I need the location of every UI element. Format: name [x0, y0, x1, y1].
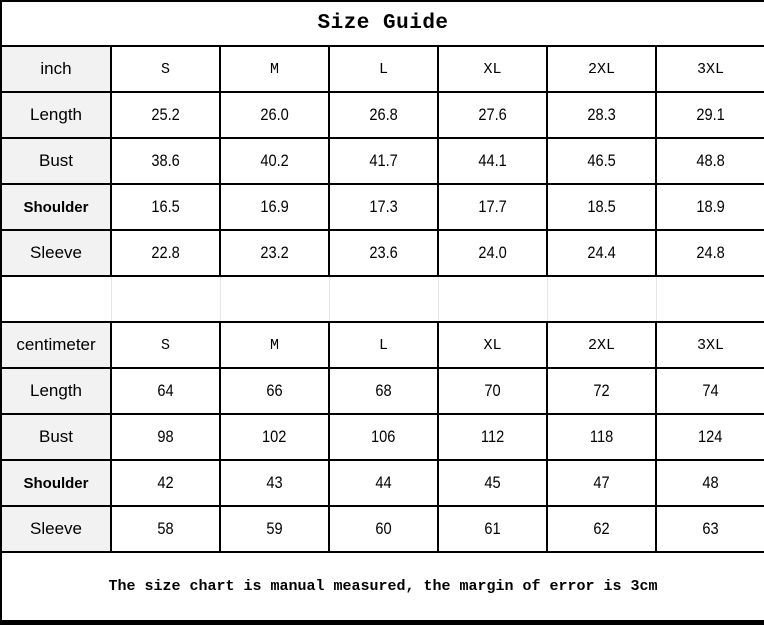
measure-value-cell [329, 414, 438, 460]
measure-value-cell [111, 414, 220, 460]
size-header-xl: XL [438, 46, 547, 92]
measure-value-cell [438, 230, 547, 276]
measure-label-cell: Shoulder [1, 184, 111, 230]
value-text: 102 [262, 427, 287, 446]
value-text: 72 [593, 381, 610, 400]
measure-value-cell [656, 460, 764, 506]
measure-value-cell [220, 506, 329, 552]
measure-value-cell [329, 460, 438, 506]
value-text: 24.8 [696, 243, 725, 262]
value-text: 38.6 [151, 151, 180, 170]
measure-value-cell [656, 506, 764, 552]
value-text: 24.4 [587, 243, 616, 262]
size-header-3xl: 3XL [656, 46, 764, 92]
value-text: 26.8 [369, 105, 398, 124]
value-text: 18.5 [587, 197, 616, 216]
value-text: 45 [484, 473, 501, 492]
measure-value-cell [220, 138, 329, 184]
measure-value-cell [220, 414, 329, 460]
footer-row [1, 552, 764, 623]
measure-value-cell [438, 414, 547, 460]
measure-value-cell [220, 460, 329, 506]
value-text: 43 [266, 473, 283, 492]
inch-length-row [1, 92, 764, 138]
cm-length-row [1, 368, 764, 414]
value-text: 42 [157, 473, 174, 492]
spacer-cell [220, 276, 329, 322]
measure-value-cell [438, 138, 547, 184]
value-text: 68 [375, 381, 392, 400]
measure-label-cell: Bust [1, 414, 111, 460]
value-text: 48.8 [696, 151, 725, 170]
size-header-l: L [329, 46, 438, 92]
title-row [1, 1, 764, 46]
value-text: 23.2 [260, 243, 289, 262]
measure-value-cell [329, 506, 438, 552]
measure-value-cell [111, 460, 220, 506]
measure-label-cell: Sleeve [1, 230, 111, 276]
centimeter-header-row [1, 322, 764, 368]
value-text: 24.0 [478, 243, 507, 262]
measure-value-cell [547, 414, 656, 460]
measure-value-cell [438, 460, 547, 506]
cm-shoulder-row [1, 460, 764, 506]
measure-value-cell [656, 368, 764, 414]
value-text: 27.6 [478, 105, 507, 124]
value-text: 16.5 [151, 197, 180, 216]
size-header-3xl: 3XL [656, 322, 764, 368]
size-header-s: S [111, 46, 220, 92]
spacer-cell [111, 276, 220, 322]
value-text: 26.0 [260, 105, 289, 124]
measure-value-cell [656, 138, 764, 184]
value-text: 46.5 [587, 151, 616, 170]
value-text: 40.2 [260, 151, 289, 170]
measure-value-cell [220, 368, 329, 414]
value-text: 66 [266, 381, 283, 400]
measure-label-cell: Length [1, 368, 111, 414]
measure-value-cell [547, 506, 656, 552]
measure-value-cell [547, 460, 656, 506]
measure-value-cell [656, 230, 764, 276]
measure-value-cell [329, 368, 438, 414]
measure-value-cell [547, 368, 656, 414]
value-text: 28.3 [587, 105, 616, 124]
size-header-xl: XL [438, 322, 547, 368]
spacer-cell [656, 276, 764, 322]
measure-value-cell [547, 230, 656, 276]
value-text: 47 [593, 473, 610, 492]
measure-value-cell [111, 368, 220, 414]
measure-value-cell [111, 506, 220, 552]
spacer-cell [547, 276, 656, 322]
value-text: 62 [593, 519, 610, 538]
value-text: 58 [157, 519, 174, 538]
value-text: 63 [702, 519, 719, 538]
measure-value-cell [547, 138, 656, 184]
cm-bust-row [1, 414, 764, 460]
measure-value-cell [220, 184, 329, 230]
value-text: 106 [371, 427, 396, 446]
inch-header-row [1, 46, 764, 92]
measure-value-cell [111, 230, 220, 276]
value-text: 59 [266, 519, 283, 538]
section-spacer-row [1, 276, 764, 322]
measure-value-cell [656, 414, 764, 460]
value-text: 44 [375, 473, 392, 492]
size-header-2xl: 2XL [547, 46, 656, 92]
size-header-s: S [111, 322, 220, 368]
value-text: 41.7 [369, 151, 398, 170]
size-header-2xl: 2XL [547, 322, 656, 368]
value-text: 64 [157, 381, 174, 400]
measure-value-cell [329, 230, 438, 276]
measure-value-cell [438, 92, 547, 138]
measure-value-cell [220, 230, 329, 276]
value-text: 112 [480, 427, 505, 446]
measure-label-cell: Length [1, 92, 111, 138]
measure-value-cell [656, 184, 764, 230]
page-title: Size Guide [1, 1, 764, 46]
cm-sleeve-row [1, 506, 764, 552]
value-text: 22.8 [151, 243, 180, 262]
measure-value-cell [220, 92, 329, 138]
value-text: 48 [702, 473, 719, 492]
inch-bust-row [1, 138, 764, 184]
value-text: 29.1 [696, 105, 725, 124]
unit-header-centimeter: centimeter [1, 322, 111, 368]
value-text: 18.9 [696, 197, 725, 216]
value-text: 60 [375, 519, 392, 538]
value-text: 61 [484, 519, 501, 538]
value-text: 74 [702, 381, 719, 400]
value-text: 17.7 [478, 197, 507, 216]
spacer-cell [1, 276, 111, 322]
value-text: 16.9 [260, 197, 289, 216]
value-text: 25.2 [151, 105, 180, 124]
measure-value-cell [111, 138, 220, 184]
measure-value-cell [656, 92, 764, 138]
value-text: 44.1 [478, 151, 507, 170]
size-header-m: M [220, 322, 329, 368]
value-text: 17.3 [369, 197, 398, 216]
unit-header-inch: inch [1, 46, 111, 92]
measure-value-cell [329, 92, 438, 138]
measure-value-cell [547, 92, 656, 138]
inch-shoulder-row [1, 184, 764, 230]
size-header-l: L [329, 322, 438, 368]
measure-value-cell [438, 506, 547, 552]
footer-note: The size chart is manual measured, the margin of error is 3cm [1, 552, 764, 623]
measure-value-cell [438, 368, 547, 414]
measure-value-cell [329, 184, 438, 230]
size-header-m: M [220, 46, 329, 92]
value-text: 98 [157, 427, 174, 446]
measure-value-cell [111, 184, 220, 230]
inch-sleeve-row [1, 230, 764, 276]
measure-label-cell: Shoulder [1, 460, 111, 506]
measure-value-cell [438, 184, 547, 230]
value-text: 118 [589, 427, 614, 446]
spacer-cell [329, 276, 438, 322]
measure-value-cell [547, 184, 656, 230]
measure-value-cell [111, 92, 220, 138]
measure-label-cell: Sleeve [1, 506, 111, 552]
measure-value-cell [329, 138, 438, 184]
measure-label-cell: Bust [1, 138, 111, 184]
value-text: 23.6 [369, 243, 398, 262]
spacer-cell [438, 276, 547, 322]
value-text: 70 [484, 381, 501, 400]
value-text: 124 [698, 427, 723, 446]
